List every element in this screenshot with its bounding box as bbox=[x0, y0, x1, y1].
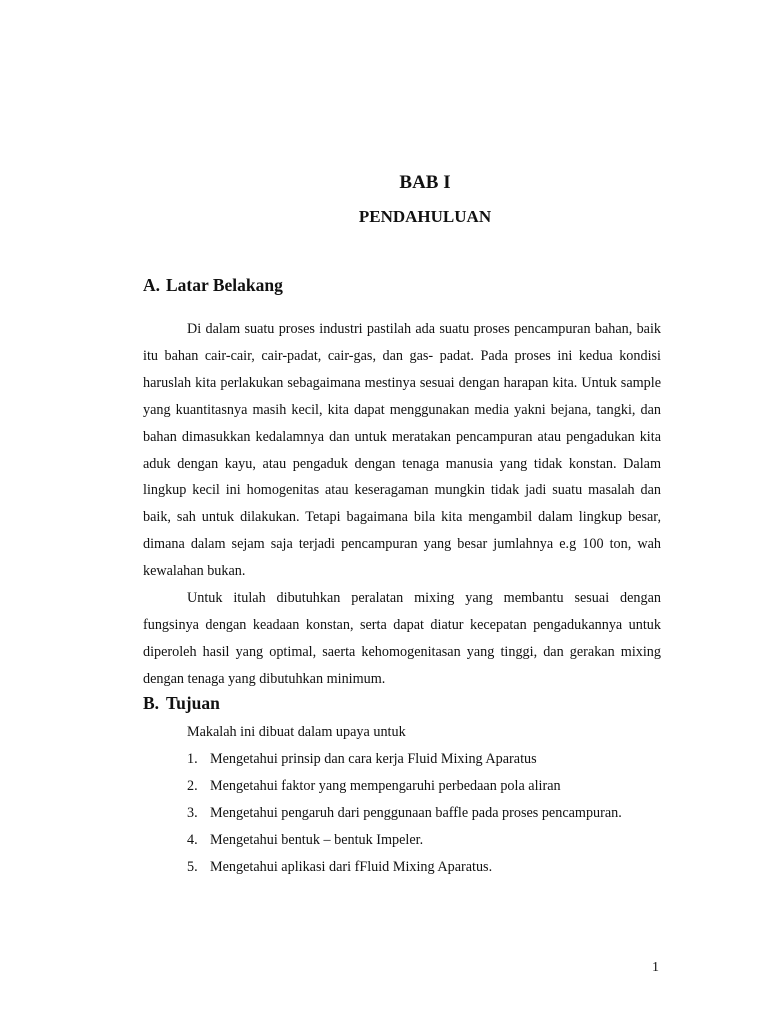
list-item bbox=[187, 829, 622, 856]
list-item bbox=[187, 802, 622, 829]
list-item-number: 3. bbox=[187, 805, 198, 821]
list-item-number: 4. bbox=[187, 832, 198, 848]
list-item-text: Mengetahui prinsip dan cara kerja Fluid Mixing Aparatus bbox=[210, 751, 537, 767]
objectives-list bbox=[187, 748, 622, 883]
list-item bbox=[187, 775, 622, 802]
list-item-text: Mengetahui faktor yang mempengaruhi perbedaan pola aliran bbox=[210, 778, 561, 794]
section-b-heading bbox=[143, 693, 220, 714]
list-item-text: Mengetahui bentuk – bentuk Impeler. bbox=[210, 832, 424, 848]
section-a-body bbox=[143, 316, 661, 693]
section-a-number: A. bbox=[143, 275, 161, 295]
page-number: 1 bbox=[652, 960, 659, 975]
list-item-number: 5. bbox=[187, 859, 198, 875]
objectives-intro: Makalah ini dibuat dalam upaya untuk bbox=[187, 724, 406, 740]
list-item-text: Mengetahui pengaruh dari penggunaan baffle pada proses pencampuran. bbox=[210, 805, 622, 821]
list-item-number: 1. bbox=[187, 751, 198, 767]
list-item bbox=[187, 856, 622, 883]
section-b-title: Tujuan bbox=[166, 693, 220, 713]
paragraph: Di dalam suatu proses industri pastilah ada suatu proses pencampuran bahan, baik itu bahan cair-cair, cair-padat, cair-gas, dan gas- padat. Pada proses ini kedua kondisi haruslah kita perlakukan sebagaimana mestinya sesuai dengan harapan kita. Untuk sample yang kuantitasnya masih kecil, kita dapat menggunakan media yakni bejana, tangki, dan bahan dimasukkan kedalamnya dan untuk meratakan pencampuran atau pengadukan kita aduk dengan kayu, atau pengaduk dengan tenaga manusia yang tidak konstan. Dalam lingkup kecil ini homogenitas atau keseragaman mungkin tidak jadi suatu masalah dan baik, sah untuk dilakukan. Tetapi bagaimana bila kita mengambil dalam lingkup besar, dimana dalam sejam saja terjadi pencampuran yang besar jumlahnya e.g 100 ton, wah kewalahan bukan. bbox=[143, 321, 661, 580]
chapter-title: BAB I bbox=[399, 172, 451, 193]
list-item bbox=[187, 748, 622, 775]
list-item-text: Mengetahui aplikasi dari fFluid Mixing Aparatus. bbox=[210, 859, 493, 875]
section-a-title: Latar Belakang bbox=[166, 275, 283, 295]
chapter-subtitle: PENDAHULUAN bbox=[358, 207, 492, 226]
list-item-number: 2. bbox=[187, 778, 198, 794]
section-b-number: B. bbox=[143, 693, 160, 713]
paragraph: Untuk itulah dibutuhkan peralatan mixing yang membantu sesuai dengan fungsinya dengan keadaan konstan, serta dapat diatur kecepatan pengadukannya untuk diperoleh hasil yang optimal, saerta kehomogenitasan yang tinggi, dan gerakan mixing dengan tenaga yang dibutuhkan minimum. bbox=[143, 590, 661, 687]
section-a-heading bbox=[143, 275, 283, 296]
